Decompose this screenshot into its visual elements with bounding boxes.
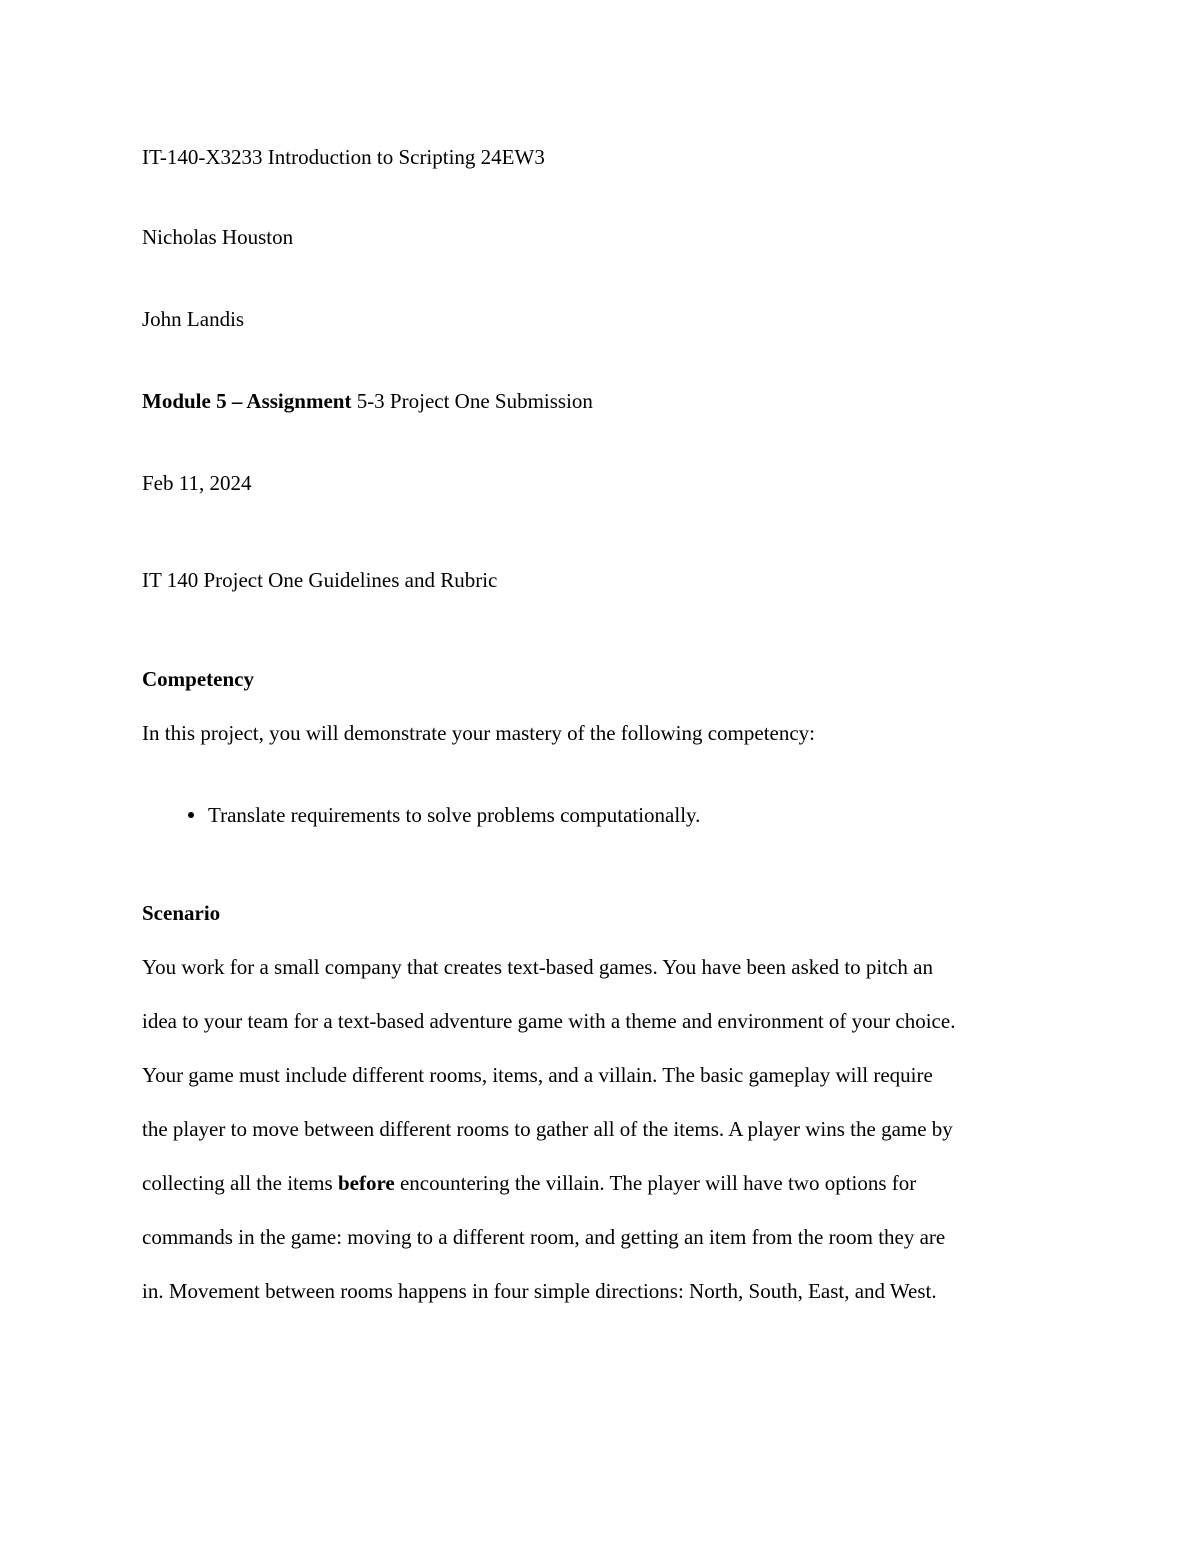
scenario-heading: Scenario xyxy=(142,901,221,925)
student-name: Nicholas Houston xyxy=(142,225,294,249)
scenario-line xyxy=(142,1007,955,1035)
competency-intro: In this project, you will demonstrate your mastery of the following competency: xyxy=(142,721,816,745)
scenario-line xyxy=(142,1277,937,1305)
scenario-line xyxy=(142,953,933,981)
scenario-line-text: in. Movement between rooms happens in four simple directions: North, South, East, and West. xyxy=(142,1279,937,1303)
assignment-title xyxy=(142,387,593,415)
scenario-line-text: Your game must include different rooms, items, and a villain. The basic gameplay will require xyxy=(142,1063,933,1087)
competency-list-item xyxy=(188,801,700,829)
assignment-title-rest: 5-3 Project One Submission xyxy=(351,389,593,413)
scenario-line-text: encountering the villain. The player will have two options for xyxy=(394,1171,917,1195)
scenario-line-text: You work for a small company that creates text-based games. You have been asked to pitch an xyxy=(142,955,933,979)
course-title: IT-140-X3233 Introduction to Scripting 24EW3 xyxy=(142,145,545,169)
scenario-emphasis: before xyxy=(337,1171,395,1195)
competency-heading: Competency xyxy=(142,667,254,691)
scenario-line xyxy=(142,1223,945,1251)
instructor-name: John Landis xyxy=(142,307,245,331)
scenario-line xyxy=(142,1115,953,1143)
scenario-line-text: idea to your team for a text-based adventure game with a theme and environment of your choice. xyxy=(142,1009,956,1033)
submission-date: Feb 11, 2024 xyxy=(142,471,252,495)
assignment-title-bold: Module 5 – Assignment xyxy=(142,389,352,413)
bullet-icon xyxy=(188,812,194,818)
scenario-line-text: commands in the game: moving to a different room, and getting an item from the room they are xyxy=(142,1225,946,1249)
scenario-line-text: collecting all the items xyxy=(142,1171,338,1195)
competency-item-text: Translate requirements to solve problems computationally. xyxy=(208,803,701,827)
scenario-line xyxy=(142,1061,933,1089)
document-title: IT 140 Project One Guidelines and Rubric xyxy=(142,568,498,592)
scenario-line-text: the player to move between different rooms to gather all of the items. A player wins the game by xyxy=(142,1117,953,1141)
scenario-line xyxy=(142,1169,916,1197)
